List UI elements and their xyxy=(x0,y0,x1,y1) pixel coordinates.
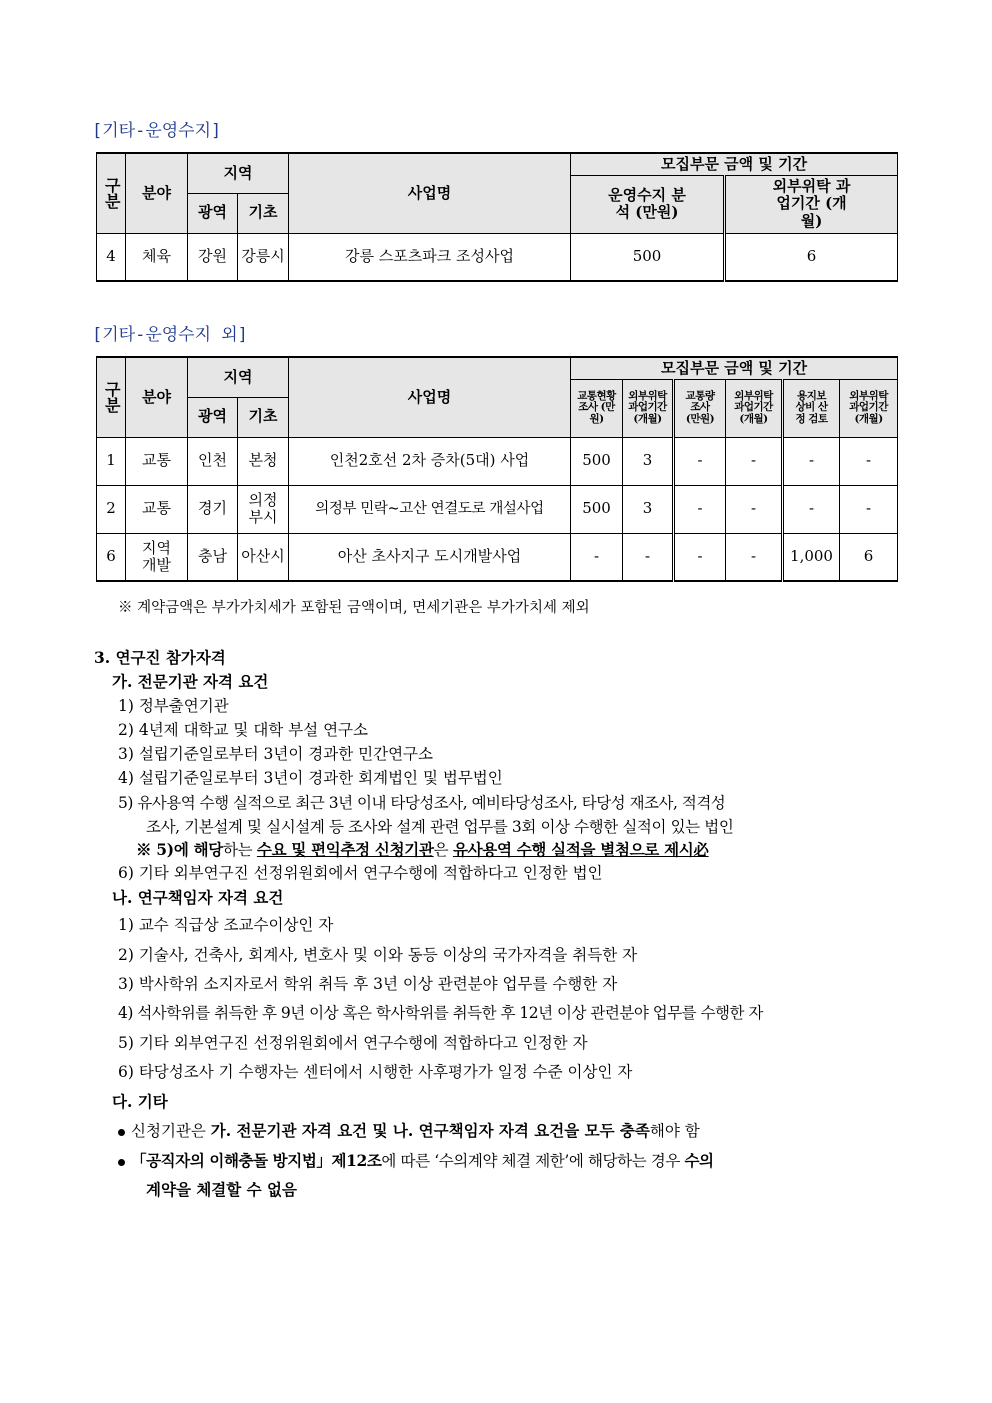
c2-bold1: 「공직자의 이해충돌 방지법」제12조 xyxy=(131,1151,382,1170)
note-prefix: ※ 5)에 해당 xyxy=(136,840,223,859)
cell-c3: - xyxy=(674,485,726,533)
cell-c2: 3 xyxy=(623,437,674,485)
cell-c2: - xyxy=(623,533,674,581)
cell-c1: 500 xyxy=(571,485,623,533)
cell-field: 체육 xyxy=(126,233,188,281)
col-c1: 교통현황 조사 (만원) xyxy=(571,379,623,437)
cell-field: 교통 xyxy=(126,437,188,485)
qual-a2: 2) 4년제 대학교 및 대학 부설 연구소 xyxy=(118,721,368,739)
bullet-icon xyxy=(118,1159,125,1166)
cell-wide: 경기 xyxy=(188,485,238,533)
col-region-wide: 광역 xyxy=(188,193,238,233)
table-row xyxy=(97,485,898,533)
qual-a5-line1: 5) 유사용역 수행 실적으로 최근 3년 이내 타당성조사, 예비타당성조사, 타당성 재조사, 적격성 xyxy=(118,794,726,812)
col-region: 지역 xyxy=(188,153,289,193)
cell-wide: 강원 xyxy=(188,233,238,281)
c2-bold2: 수의 xyxy=(684,1151,714,1170)
qual-a3: 3) 설립기준일로부터 3년이 경과한 민간연구소 xyxy=(118,745,433,763)
qual-a1: 1) 정부출연기관 xyxy=(118,697,229,715)
cell-field: 지역 개발 xyxy=(126,533,188,581)
col-project: 사업명 xyxy=(289,153,571,233)
note-mid2: 은 xyxy=(433,841,453,859)
qual-b6: 6) 타당성조사 기 수행자는 센터에서 시행한 사후평가가 일정 수준 이상인 자 xyxy=(118,1063,633,1081)
col-gubun: 구분 xyxy=(97,357,126,437)
col-gubun: 구분 xyxy=(97,153,126,233)
c1-pre: 신청기관은 xyxy=(131,1122,211,1140)
qual-c2 xyxy=(118,1149,714,1171)
col-region-wide: 광역 xyxy=(188,397,238,437)
col-period: 외부위탁 과업기간 (개월) xyxy=(725,175,898,233)
qual-b-title: 나. 연구책임자 자격 요건 xyxy=(112,888,284,907)
qual-heading: 3. 연구진 참가자격 xyxy=(94,648,226,667)
table-row xyxy=(97,233,898,281)
cell-c3: - xyxy=(674,437,726,485)
cell-c3: - xyxy=(674,533,726,581)
cell-no: 1 xyxy=(97,437,126,485)
cell-c6: - xyxy=(840,485,898,533)
other-table xyxy=(96,356,898,582)
col-project: 사업명 xyxy=(289,357,571,437)
col-field: 분야 xyxy=(126,357,188,437)
col-c5: 용지보상비 산정 검토 xyxy=(783,379,840,437)
qual-a6: 6) 기타 외부연구진 선정위원회에서 연구수행에 적합하다고 인정한 법인 xyxy=(118,864,603,882)
qual-a5-line2: 조사, 기본설계 및 실시설계 등 조사와 설계 관련 업무를 3회 이상 수행한 실적이 있는 법인 xyxy=(146,818,734,836)
qual-a-title: 가. 전문기관 자격 요건 xyxy=(112,672,269,691)
cell-no: 6 xyxy=(97,533,126,581)
cell-basic: 아산시 xyxy=(238,533,289,581)
qual-b5: 5) 기타 외부연구진 선정위원회에서 연구수행에 적합하다고 인정한 자 xyxy=(118,1034,588,1052)
col-region-basic: 기초 xyxy=(238,397,289,437)
cell-wide: 인천 xyxy=(188,437,238,485)
note-mid1: 하는 xyxy=(222,841,257,859)
cell-project: 강릉 스포츠파크 조성사업 xyxy=(289,233,571,281)
cell-c5: - xyxy=(783,485,840,533)
cell-c6: 6 xyxy=(840,533,898,581)
table-row xyxy=(97,533,898,581)
col-field: 분야 xyxy=(126,153,188,233)
cell-c5: 1,000 xyxy=(783,533,840,581)
cell-project: 아산 초사지구 도시개발사업 xyxy=(289,533,571,581)
cell-no: 4 xyxy=(97,233,126,281)
cell-basic: 본청 xyxy=(238,437,289,485)
col-recruit: 모집부문 금액 및 기간 xyxy=(571,357,898,379)
cell-op: 500 xyxy=(571,233,725,281)
c1-post: 해야 함 xyxy=(649,1122,700,1140)
vat-note: ※ 계약금액은 부가가치세가 포함된 금액이며, 면세기관은 부가가치세 제외 xyxy=(118,600,590,616)
note-underline1: 수요 및 편익추정 신청기관 xyxy=(256,840,434,859)
qual-a5-note xyxy=(136,838,709,860)
c2-mid: 에 따른 ‘수의계약 체결 제한’에 해당하는 경우 xyxy=(381,1152,685,1170)
qual-c1 xyxy=(118,1119,700,1141)
cell-project: 인천2호선 2차 증차(5대) 사업 xyxy=(289,437,571,485)
cell-c5: - xyxy=(783,437,840,485)
operating-balance-table xyxy=(96,152,898,282)
cell-c6: - xyxy=(840,437,898,485)
col-c6: 외부위탁 과업기간 (개월) xyxy=(840,379,898,437)
cell-c4: - xyxy=(726,485,783,533)
cell-period: 6 xyxy=(725,233,898,281)
cell-c1: - xyxy=(571,533,623,581)
c1-bold: 가. 전문기관 자격 요건 및 나. 연구책임자 자격 요건을 모두 충족 xyxy=(210,1121,650,1140)
section1-title: [기타-운영수지] xyxy=(92,121,222,141)
qual-c-title: 다. 기타 xyxy=(112,1092,168,1111)
cell-c1: 500 xyxy=(571,437,623,485)
cell-basic: 의정부시 xyxy=(238,485,289,533)
table-row xyxy=(97,437,898,485)
col-region-basic: 기초 xyxy=(238,193,289,233)
cell-c4: - xyxy=(726,533,783,581)
cell-c4: - xyxy=(726,437,783,485)
cell-field: 교통 xyxy=(126,485,188,533)
qual-b2: 2) 기술사, 건축사, 회계사, 변호사 및 이와 동등 이상의 국가자격을 취득한 자 xyxy=(118,946,638,964)
section2-title: [기타-운영수지 외] xyxy=(92,325,248,345)
note-underline2: 유사용역 수행 실적을 별첨으로 제시必 xyxy=(452,840,709,859)
cell-wide: 충남 xyxy=(188,533,238,581)
qual-b1: 1) 교수 직급상 조교수이상인 자 xyxy=(118,916,334,934)
cell-no: 2 xyxy=(97,485,126,533)
col-recruit: 모집부문 금액 및 기간 xyxy=(571,153,898,175)
qual-c2-line2: 계약을 체결할 수 없음 xyxy=(146,1180,297,1199)
col-region: 지역 xyxy=(188,357,289,397)
col-c4: 외부위탁 과업기간 (개월) xyxy=(726,379,783,437)
col-c3: 교통량 조사 (만원) xyxy=(674,379,726,437)
cell-basic: 강릉시 xyxy=(238,233,289,281)
qual-a4: 4) 설립기준일로부터 3년이 경과한 회계법인 및 법무법인 xyxy=(118,769,503,787)
qual-b4: 4) 석사학위를 취득한 후 9년 이상 혹은 학사학위를 취득한 후 12년 이상 관련분야 업무를 수행한 자 xyxy=(118,1004,763,1022)
qual-b3: 3) 박사학위 소지자로서 학위 취득 후 3년 이상 관련분야 업무를 수행한 자 xyxy=(118,975,618,993)
cell-project: 의정부 민락~고산 연결도로 개설사업 xyxy=(289,485,571,533)
col-op: 운영수지 분석 (만원) xyxy=(571,175,725,233)
bullet-icon xyxy=(118,1129,125,1136)
col-c2: 외부위탁 과업기간 (개월) xyxy=(623,379,674,437)
cell-c2: 3 xyxy=(623,485,674,533)
